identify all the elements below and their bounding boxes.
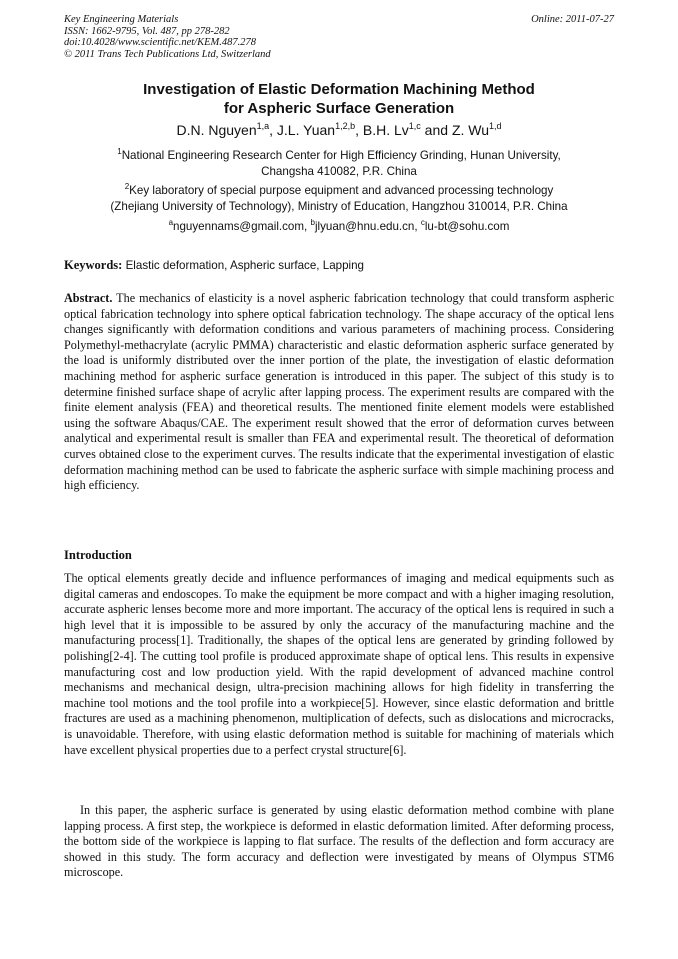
journal-name: Key Engineering Materials bbox=[64, 14, 179, 25]
author: B.H. Lv$^{1,c}$ bbox=[362, 121, 421, 138]
email-link[interactable]: $^a$nguyennams@gmail.com bbox=[168, 218, 305, 233]
keywords-text: Elastic deformation, Aspheric surface, Lapping bbox=[125, 259, 365, 272]
author: Z. Wu$^{1,d}$ bbox=[451, 121, 502, 138]
email-link[interactable]: $^c$lu-bt@sohu.com bbox=[420, 218, 510, 233]
author-list: D.N. Nguyen$^{1,a}$, J.L. Yuan$^{1,2,b}$, B.H. Lv$^{1,c}$ and Z. Wu$^{1,d}$ bbox=[176, 121, 502, 138]
affiliation-1: $^1$National Engineering Research Center for High Efficiency Grinding, Hunan University, Changsha 410082, P.R. China bbox=[117, 147, 561, 178]
abstract-label: Abstract. bbox=[64, 291, 113, 305]
email-link[interactable]: $^b$jlyuan@hnu.edu.cn bbox=[310, 218, 415, 233]
journal-header bbox=[64, 14, 614, 60]
introduction-heading: Introduction bbox=[64, 548, 132, 562]
online-date: Online: 2011-07-27 bbox=[531, 14, 614, 25]
keywords-label: Keywords: bbox=[64, 258, 123, 272]
affiliation-2: $^2$Key laboratory of special purpose equipment and advanced processing technology (Zhejiang University of Technology), Ministry of Education, Hangzhou 310014, P.R. China bbox=[110, 182, 568, 213]
intro-paragraph-1: The optical elements greatly decide and influence performances of imaging and medical equipments such as digital cameras and endoscopes. To make the equipment be more compact and with a higher imaging resolution, accurate aspheric lenses become more and more important. The accuracy of the optical lens is required in such a high level that it is impossible to be assured by only the accuracy of the manufacturing machine and the manufacturing process[1]. Traditionally, the shapes of the optical lens are generated by grinding followed by polishing[2-4]. The cutting tool profile is produced approximate shape of optical lens. This results in expensive manufacturing cost and low production yield. With the rapid development of advanced machine control mechanisms and mechanical design, ultra-precision machining allows for high fidelity in transferring the machine tool motions and the tool profile into a workpiece[5]. However, since elastic deformation and brittle fractures are used as a machining phenomenon, multiplication of defects, such as dislocations and microcracks, is unavoidable. Therefore, with using elastic deformation method is suitable for machining of materials which have excellent physical properties due to a perfect crystal structure[6]. bbox=[64, 571, 614, 757]
copyright-line: © 2011 Trans Tech Publications Ltd, Switzerland bbox=[64, 48, 271, 60]
keywords bbox=[64, 257, 614, 274]
abstract-text: The mechanics of elasticity is a novel aspheric fabrication technology that could transform aspheric optical fabrication technology into sphere optical fabrication technology. The shape accuracy of the optical lens changes significantly with deformation conditions and various parameters of machining process. Considering Polymethyl-methacrylate (acrylic PMMA) characteristic and elastic deformation aspheric surface generated by the load is uniformly distributed over the inner portion of the plate, the investigation of elastic deformation machining method for aspheric surface generation is introduced in this paper. The subject of this study is to determine finished surface shape of acrylic after lapping process. The experiment results are compared with the finite element analysis (FEA) and theoretical results. The mentioned finite element models were established using the software Abaqus/CAE. The experiment result showed that the error of deformation curves between analytical and experimental result is smaller than FEA and experimental result. The theoretical of deformation curves obtained close to the experiment curves. The results indicate that the experimental investigation of elastic deformation machining method can be used to fabricate the aspheric surface with simple machining process and high efficiency. bbox=[64, 291, 614, 493]
author: J.L. Yuan$^{1,2,b}$ bbox=[276, 121, 356, 138]
paper-title bbox=[40, 80, 638, 118]
abstract bbox=[64, 291, 614, 494]
email-list: $^a$nguyennams@gmail.com, $^b$jlyuan@hnu.edu.cn, $^c$lu-bt@sohu.com bbox=[168, 218, 510, 233]
title-line-1: Investigation of Elastic Deformation Machining Method bbox=[143, 81, 535, 98]
issn-line: ISSN: 1662-9795, Vol. 487, pp 278-282 bbox=[64, 25, 230, 37]
doi-line[interactable]: doi:10.4028/www.scientific.net/KEM.487.278 bbox=[64, 37, 256, 48]
author: D.N. Nguyen$^{1,a}$ bbox=[176, 121, 270, 138]
intro-paragraph-2: In this paper, the aspheric surface is generated by using elastic deformation method combine with plane lapping process. A first step, the workpiece is deformed in elastic deformation limited. After deforming process, the bottom side of the workpiece is lapping to flat surface. The results of the deflection and form accuracy are showed in this study. The form accuracy and deflection were investigated by means of Olympus STM6 microscope. bbox=[64, 803, 614, 880]
title-line-2: for Aspheric Surface Generation bbox=[223, 100, 455, 117]
